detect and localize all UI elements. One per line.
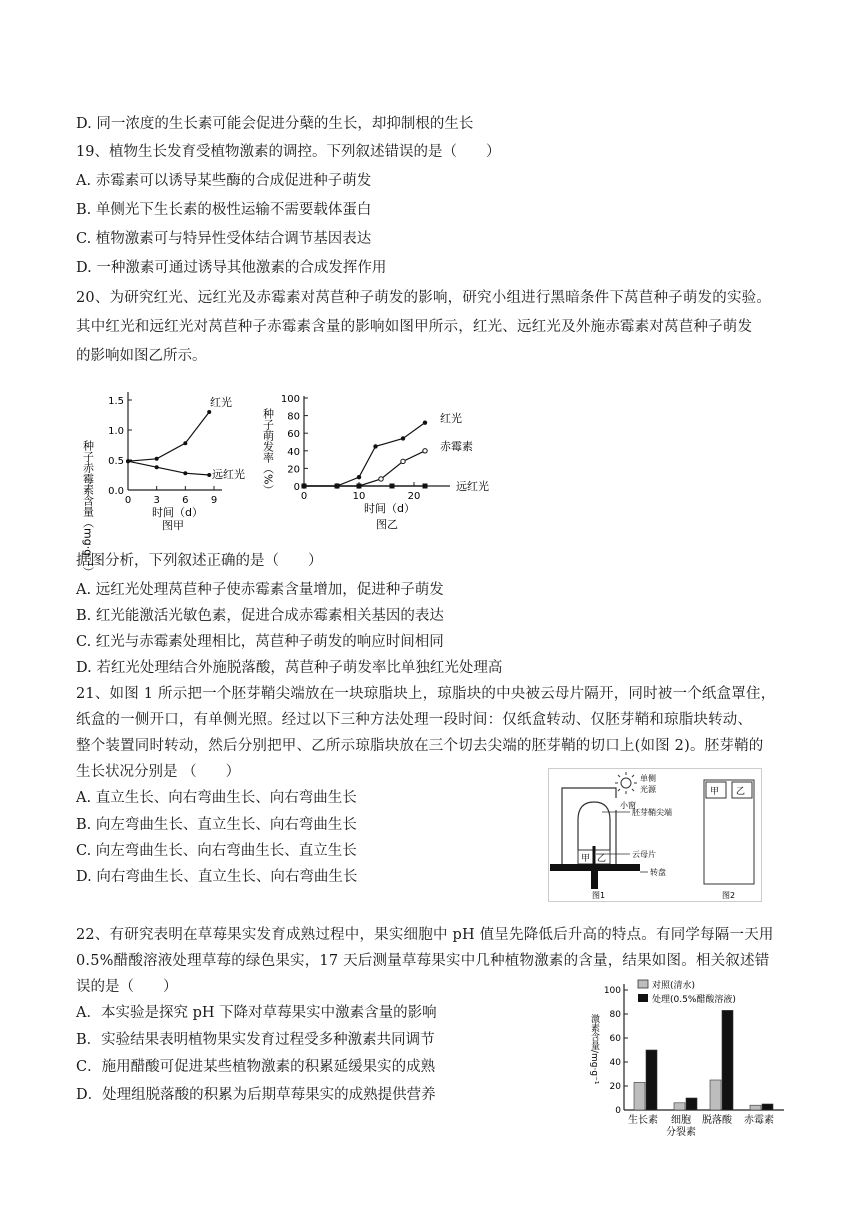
fig-q22-cat2a: 细胞: [671, 1115, 691, 1126]
bar-treatment: [686, 1098, 697, 1110]
fig-jia-ytick-label: 0.5: [108, 456, 124, 467]
q21-stem-line1: 21、如图 1 所示把一个胚芽鞘尖端放在一块琼脂块上，琼脂块的中央被云母片隔开，同时被一个纸盒罩住，: [76, 686, 776, 702]
figure-q21-apparatus: [548, 768, 762, 902]
fig-q22-ytick-label: 80: [609, 1010, 621, 1020]
fig-q21-caption1: 图1: [592, 891, 606, 900]
fig-yi-point: [302, 484, 307, 489]
fig-yi-point: [423, 484, 428, 489]
fig-yi-series-line: [304, 423, 425, 486]
fig-jia-xtick-label: 6: [182, 495, 189, 506]
fig-jia-xtick-label: 0: [124, 495, 132, 506]
fig-yi-label-ga: 赤霉素: [440, 440, 473, 453]
q21-option-c: C. 向左弯曲生长、向右弯曲生长、直立生长: [76, 843, 357, 859]
fig-yi-xlabel: 时间（d）: [364, 502, 415, 515]
fig-yi-point: [390, 484, 395, 489]
fig-jia-ylabel: 种子赤霉素含量（mg·g⁻¹）: [81, 440, 95, 578]
q20-option-a: A. 远红光处理莴苣种子使赤霉素含量增加，促进种子萌发: [76, 582, 444, 598]
q20-prompt: 据图分析，下列叙述正确的是（ ）: [76, 553, 323, 569]
fig-q22-cat3: 脱落酸: [702, 1115, 732, 1126]
fig-yi-label-red: 红光: [440, 412, 462, 425]
q19-option-a: A. 赤霉素可以诱导某些酶的合成促进种子萌发: [76, 173, 372, 189]
sun-icon: [615, 772, 637, 794]
turntable: [550, 864, 640, 871]
fig-q21-fig2-yi: 乙: [736, 787, 746, 797]
fig-yi-caption: 图乙: [376, 518, 398, 531]
q22-stem-line2: 0.5%醋酸溶液处理草莓的绿色果实，17 天后测量草莓果实中几种植物激素的含量，结果如图。相关叙述错: [76, 953, 770, 969]
q22-stem-line1: 22、有研究表明在草莓果实发育成熟过程中，果实细胞中 pH 值呈先降低后升高的特点。有同学每隔一天用: [76, 927, 774, 943]
q20-stem-line2: 其中红光和远红光对莴苣种子赤霉素含量的影响如图甲所示，红光、远红光及外施赤霉素对莴苣种子萌发: [76, 319, 753, 335]
fig-jia-label-red: 红光: [210, 396, 232, 409]
fig-q22-ytick-label: 0: [615, 1106, 621, 1116]
fig-q21-block-yi: 乙: [597, 854, 607, 864]
bar-control: [634, 1082, 645, 1110]
q20-stem-line3: 的影响如图乙所示。: [76, 348, 207, 364]
fig-q22-cat4: 赤霉素: [744, 1115, 774, 1126]
bar-control: [674, 1103, 685, 1110]
q21-stem-line2: 纸盒的一侧开口，有单侧光照。经过以下三种方法处理一段时间：仅纸盒转动、仅胚芽鞘和琼脂块转动、: [76, 712, 753, 728]
fig-yi-point: [401, 436, 405, 440]
bar-treatment: [646, 1050, 657, 1110]
fig-yi-point: [423, 420, 427, 424]
bar-treatment: [722, 1010, 733, 1110]
q19-option-d: D. 一种激素可通过诱导其他激素的合成发挥作用: [76, 260, 387, 276]
q19-stem: 19、植物生长发育受植物激素的调控。下列叙述错误的是（ ）: [76, 144, 501, 160]
fig-q22-legend-ctrl: 对照(清水): [652, 981, 696, 991]
fig-q21-light-label-1: 单侧: [640, 774, 656, 783]
fig-jia-ytick-label: 1.0: [108, 426, 124, 437]
fig-yi-ylabel: 种子萌发率（%）: [261, 408, 275, 496]
fig-q21-window-label: 小窗: [620, 801, 636, 810]
q19-option-b: B. 单侧光下生长素的极性运输不需要载体蛋白: [76, 202, 372, 218]
fig-yi-xtick-label: 0: [300, 491, 308, 502]
fig-jia-point: [183, 441, 187, 445]
fig-q22-ylabel: 激素含量/mg·g⁻¹: [589, 1014, 599, 1085]
fig-jia-point: [155, 465, 159, 469]
fig-q21-plate-label: 转盘: [650, 868, 666, 877]
fig-yi-point: [423, 449, 427, 453]
fig-yi-ytick-label: 80: [287, 411, 300, 423]
legend-swatch-control: [638, 980, 648, 988]
fig-q21-light-label-2: 光源: [640, 785, 656, 794]
fig-yi-xtick-label: 20: [407, 491, 421, 502]
q21-stem-line4: 生长状况分别是 （ ）: [76, 764, 241, 780]
fig-jia-ytick-label: 1.5: [108, 396, 124, 407]
fig-q22-ytick-label: 40: [609, 1058, 621, 1068]
fig-yi-point: [401, 459, 405, 463]
fig-q22-cat2b: 分裂素: [666, 1127, 696, 1138]
fig-yi-point: [379, 477, 383, 481]
fig-q22-ytick-label: 100: [603, 986, 621, 996]
fig-yi-label-far: 远红光: [456, 480, 489, 493]
fig-jia-label-far: 远红光: [212, 468, 245, 481]
fig-jia-xtick-label: 3: [153, 495, 160, 506]
legend-swatch-treat: [638, 994, 648, 1002]
q20-stem-line1: 20、为研究红光、远红光及赤霉素对莴苣种子萌发的影响，研究小组进行黑暗条件下莴苣种子萌发的实验。: [76, 290, 772, 306]
q22-option-a: A．本实验是探究 pH 下降对草莓果实中激素含量的影响: [76, 1005, 437, 1021]
q22-option-d: D．处理组脱落酸的积累为后期草莓果实的成熟提供营养: [76, 1087, 436, 1103]
fig-jia-point: [126, 459, 130, 463]
fig-yi-point: [335, 484, 340, 489]
bar-control: [710, 1080, 721, 1110]
fig-yi-ytick-label: 20: [287, 464, 300, 476]
q21-option-a: A. 直立生长、向右弯曲生长、向右弯曲生长: [76, 790, 357, 806]
fig-jia-series-line: [128, 461, 209, 475]
fig-jia-xlabel: 时间（d）: [152, 506, 203, 519]
q22-stem-line3: 误的是（ ）: [76, 979, 178, 995]
q21-stem-line3: 整个装置同时转动，然后分别把甲、乙所示琼脂块放在三个切去尖端的胚芽鞘的切口上(如图 2)。胚芽鞘的: [76, 738, 764, 754]
coleoptile-tip: [578, 802, 610, 850]
bar-treatment: [762, 1104, 773, 1110]
q22-option-b: B．实验结果表明植物果实发育过程受多种激素共同调节: [76, 1032, 435, 1048]
fig-yi-point: [357, 475, 361, 479]
fig-yi-series-line: [304, 451, 425, 486]
fig-yi-ytick-label: 40: [287, 446, 300, 458]
q22-option-c: C．施用醋酸可促进某些植物激素的积累延缓果实的成熟: [76, 1059, 436, 1075]
fig-yi-ytick-label: 0: [293, 482, 300, 493]
q20-option-b: B. 红光能激活光敏色素，促进合成赤霉素相关基因的表达: [76, 608, 444, 624]
figure-yi-chart: [261, 388, 514, 534]
fig-q21-tip-label: 胚芽鞘尖端: [632, 808, 672, 817]
fig-q22-ytick-label: 60: [609, 1034, 621, 1044]
fig-jia-series-line: [128, 412, 209, 461]
fig-jia-ytick-label: 0.0: [108, 486, 124, 497]
q21-option-d: D. 向右弯曲生长、直立生长、向右弯曲生长: [76, 869, 358, 885]
fig-q21-block-jia: 甲: [581, 854, 591, 864]
q20-option-d: D. 若红光处理结合外施脱落酸，莴苣种子萌发率比单独红光处理高: [76, 660, 503, 676]
figure-q22-bar-chart: [588, 974, 788, 1142]
q21-option-b: B. 向左弯曲生长、直立生长、向右弯曲生长: [76, 817, 357, 833]
fig-jia-point: [207, 473, 211, 477]
turntable-shaft: [591, 871, 598, 889]
fig-q22-legend-treat: 处理(0.5%醋酸溶液): [652, 995, 736, 1005]
fig-jia-point: [155, 457, 159, 461]
q20-option-c: C. 红光与赤霉素处理相比，莴苣种子萌发的响应时间相同: [76, 634, 444, 650]
fig-q21-caption2: 图2: [722, 891, 736, 900]
fig-jia-xtick-label: 9: [210, 495, 218, 506]
fig-yi-point: [357, 484, 362, 489]
fig-q21-mica-label: 云母片: [632, 850, 656, 859]
fig-jia-point: [207, 410, 211, 414]
q18-option-d: D. 同一浓度的生长素可能会促进分蘖的生长，却抑制根的生长: [76, 116, 474, 132]
fig-yi-ytick-label: 100: [280, 394, 300, 405]
fig-q22-ytick-label: 20: [609, 1082, 621, 1092]
fig-yi-ytick-label: 60: [287, 429, 300, 441]
bar-control: [750, 1105, 761, 1110]
q19-option-c: C. 植物激素可与特异性受体结合调节基因表达: [76, 231, 372, 247]
fig-q21-fig2-jia: 甲: [710, 787, 720, 797]
fig-jia-caption: 图甲: [162, 519, 184, 532]
fig-jia-point: [183, 471, 187, 475]
fig-yi-point: [373, 444, 377, 448]
fig-yi-xtick-label: 10: [352, 491, 366, 502]
fig-q22-cat1: 生长素: [628, 1115, 658, 1126]
